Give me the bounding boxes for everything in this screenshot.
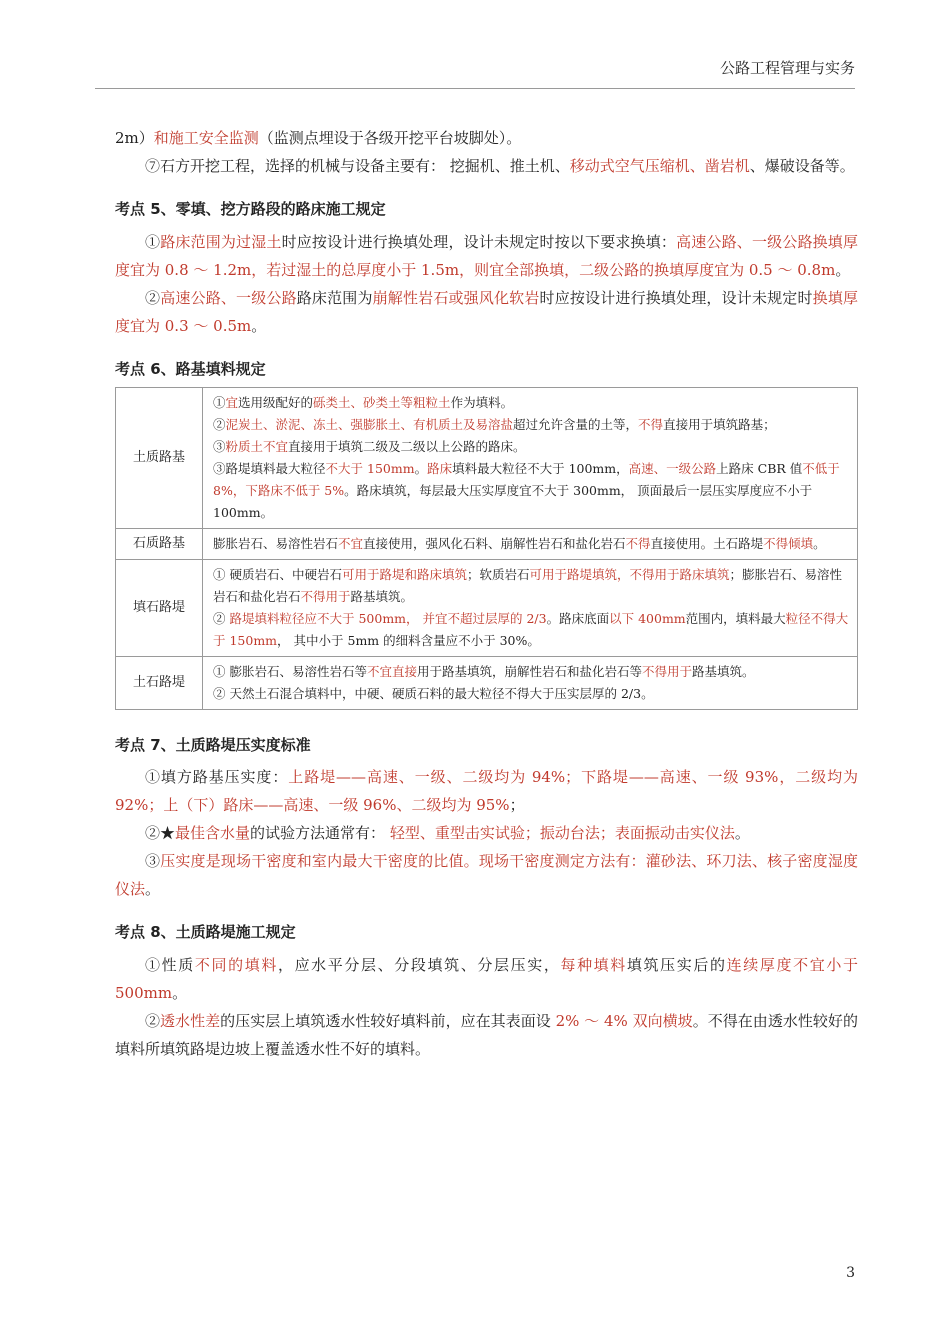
text-run: 时应按设计进行换填处理，设计未规定时 <box>539 289 813 307</box>
text-run: 选用级配好的 <box>238 395 314 410</box>
row-content <box>203 388 858 529</box>
text-run: 、爆破设备等。 <box>749 157 855 175</box>
text-run: ； <box>509 796 525 814</box>
section-8-title: 考点 8、土质路堤施工规定 <box>115 923 296 941</box>
section-7-title: 考点 7、土质路堤压实度标准 <box>115 736 311 754</box>
row-label: 填石路堤 <box>116 560 203 657</box>
text-run: 。 <box>172 984 188 1002</box>
text-run: ② <box>213 611 230 626</box>
text-run: 直接使用，强风化石料、崩解性岩石和盐化岩石 <box>363 536 626 551</box>
text-run: 路床范围为 <box>296 289 373 307</box>
highlight-text: 不宜 <box>338 536 364 551</box>
highlight-text: 连续厚度不宜小于 500mm <box>115 956 858 1002</box>
section-8-paragraph-1 <box>115 951 858 1007</box>
highlight-text: 和施工安全监测 <box>153 129 259 147</box>
text-run: 范围内，填料最大 <box>685 611 786 626</box>
text-run: 时应按设计进行换填处理，设计未规定时按以下要求换填： <box>281 233 677 251</box>
text-run: ②★ <box>145 824 176 842</box>
highlight-text: 轻型、重型击实试验；振动台法；表面振动击实仪法 <box>389 824 735 842</box>
section-6-title: 考点 6、路基填料规定 <box>115 360 266 378</box>
row-content <box>203 529 858 560</box>
highlight-text: 不得倾填 <box>763 536 814 551</box>
text-run: 。 <box>813 536 826 551</box>
text-run: 。不得在由透水性较好的填料所填筑路堤边坡上覆盖透水性不好的填料。 <box>115 1012 858 1058</box>
highlight-text: 换填厚度宜为 0.3 ～ 0.5m <box>115 289 858 335</box>
highlight-text: 宜 <box>225 395 239 410</box>
text-run: ；膨胀岩石、易溶性岩石和盐化岩石 <box>213 567 843 604</box>
text-run: ② <box>145 289 161 307</box>
text-run: 作为填料。 <box>450 395 514 410</box>
table-row <box>116 388 858 529</box>
highlight-text: 不同的填料 <box>194 956 278 974</box>
section-5-title: 考点 5、零填、挖方路段的路床施工规定 <box>115 200 386 218</box>
text-run: ① <box>213 395 226 410</box>
text-run: ；软质岩石 <box>467 567 530 582</box>
row-line <box>213 414 851 436</box>
text-run: ① 硬质岩石、中硬岩石 <box>213 567 342 582</box>
highlight-text: 以下 400mm <box>609 611 686 626</box>
highlight-text: 砾类土、砂类土等粗粒土 <box>313 395 451 410</box>
highlight-text: 不得 <box>638 417 664 432</box>
highlight-text: 不得用于 <box>642 664 693 679</box>
highlight-text: 粉质土不宜 <box>225 439 289 454</box>
section-7-paragraph-3 <box>115 847 858 903</box>
row-line <box>213 564 851 608</box>
intro-paragraph-1 <box>115 124 858 152</box>
text-run: 上路床 CBR 值 <box>716 461 803 476</box>
section-5-paragraph-1 <box>115 228 858 284</box>
text-run: ①性质 <box>145 956 195 974</box>
text-run: ， 其中小于 5mm 的细料含量应不小于 30%。 <box>277 633 540 648</box>
intro-paragraph-2 <box>115 152 858 180</box>
highlight-text: 不大于 150mm <box>325 461 415 476</box>
text-run: 填筑压实后的 <box>626 956 727 974</box>
row-label: 土质路基 <box>116 388 203 529</box>
text-run: 。 <box>734 824 750 842</box>
row-label: 土石路堤 <box>116 657 203 710</box>
highlight-text: 路床 <box>427 461 453 476</box>
text-run: 超过允许含量的土等， <box>513 417 639 432</box>
highlight-text: 每种填料 <box>560 956 627 974</box>
text-run: 直接用于填筑二级及二级以上公路的路床。 <box>288 439 526 454</box>
text-run: ① 膨胀岩石、易溶性岩石等 <box>213 664 367 679</box>
highlight-text: 可用于路堤和路床填筑 <box>341 567 467 582</box>
highlight-text: 移动式空气压缩机、凿岩机 <box>569 157 750 175</box>
text-run: 的压实层上填筑透水性较好填料前，应在其表面设 <box>220 1012 556 1030</box>
row-content <box>203 560 858 657</box>
text-run: ③路堤填料最大粒径 <box>213 461 326 476</box>
text-run: ①填方路基压实度： <box>145 768 289 786</box>
highlight-text: 压实度是现场干密度和室内最大干密度的比值。现场干密度测定方法有：灌砂法、环刀法、核子密度湿度仪法 <box>115 852 858 898</box>
table-row <box>116 560 858 657</box>
text-run: 膨胀岩石、易溶性岩石 <box>213 536 339 551</box>
highlight-text: 上路堤——高速、一级、二级均为 94%；下路堤——高速、一级 93%，二级均为 92%；上（下）路床——高速、一级 96%、二级均为 95% <box>115 768 858 814</box>
row-line <box>213 458 851 524</box>
highlight-text: 高速公路、一级公路 <box>160 289 297 307</box>
text-run: 的试验方法通常有： <box>250 824 390 842</box>
text-run: 。 <box>251 317 267 335</box>
highlight-text: 崩解性岩石或强风化软岩 <box>372 289 540 307</box>
highlight-text: 不得用于 <box>300 589 351 604</box>
header-title: 公路工程管理与实务 <box>719 59 855 77</box>
highlight-text: 路堤填料粒径应不大于 500mm， 并宜不超过层厚的 2/3 <box>229 611 547 626</box>
section-8-paragraph-2 <box>115 1007 858 1063</box>
text-run: ① <box>145 233 161 251</box>
row-line <box>213 683 851 705</box>
text-run: 路基填筑。 <box>692 664 755 679</box>
text-run: 直接使用。土石路堤 <box>650 536 764 551</box>
table-row <box>116 657 858 710</box>
page-content <box>115 124 858 1063</box>
row-label: 石质路基 <box>116 529 203 560</box>
table-row <box>116 529 858 560</box>
section-7-paragraph-1 <box>115 763 858 819</box>
highlight-text: 泥炭土、淤泥、冻土、强膨胀土、有机质土及易溶盐 <box>225 417 514 432</box>
text-run: ③ <box>213 439 226 454</box>
text-run: 填料最大粒径不大于 100mm， <box>452 461 629 476</box>
page-number: 3 <box>846 1265 855 1281</box>
text-run: 2m） <box>115 129 154 147</box>
text-run: 。路床填筑，每层最大压实厚度宜不大于 300mm， 顶面最后一层压实厚度应不小于 100mm。 <box>213 483 813 520</box>
text-run: 。 <box>414 461 428 476</box>
page-header <box>0 0 950 90</box>
text-run: 路基填筑。 <box>350 589 414 604</box>
text-run: ② 天然土石混合填料中，中硬、硬质石料的最大粒径不得大于压实层厚的 2/3。 <box>213 686 654 701</box>
highlight-text: 不宜直接 <box>366 664 417 679</box>
highlight-text: 2% ～ 4% 双向横坡 <box>555 1012 693 1030</box>
highlight-text: 不得 <box>625 536 651 551</box>
fill-material-table <box>115 387 858 710</box>
text-run: （监测点埋设于各级开挖平台坡脚处）。 <box>258 129 522 147</box>
text-run: 。路床底面 <box>546 611 610 626</box>
text-run: ② <box>213 417 226 432</box>
row-line <box>213 392 851 414</box>
highlight-text: 不低于 8%，下路床不低于 5% <box>213 461 840 498</box>
row-line <box>213 608 851 652</box>
text-run: ③ <box>145 852 161 870</box>
row-content <box>203 657 858 710</box>
highlight-text: 可用于路堤填筑，不得用于路床填筑 <box>529 567 730 582</box>
section-5-paragraph-2 <box>115 284 858 340</box>
row-line <box>213 661 851 683</box>
section-7-paragraph-2 <box>115 819 858 847</box>
text-run: ② <box>145 1012 161 1030</box>
text-run: ，应水平分层、分段填筑、分层压实， <box>277 956 561 974</box>
row-line <box>213 436 851 458</box>
text-run: 。 <box>145 880 161 898</box>
text-run: ⑦石方开挖工程，选择的机械与设备主要有： 挖掘机、推土机、 <box>145 157 570 175</box>
text-run: 用于路基填筑，崩解性岩石和盐化岩石等 <box>417 664 643 679</box>
text-run: 直接用于填筑路基； <box>663 417 776 432</box>
highlight-text: 路床范围为过湿土 <box>160 233 282 251</box>
highlight-text: 粒径不得大于 150mm <box>213 611 849 648</box>
header-divider <box>95 88 855 89</box>
highlight-text: 高速、一级公路 <box>628 461 717 476</box>
highlight-text: 高速公路、一级公路换填厚度宜为 0.8 ～ 1.2m，若过湿土的总厚度小于 1.5m，则宜全部换填，二级公路的换填厚度宜为 0.5 ～ 0.8m <box>115 233 858 279</box>
highlight-text: 透水性差 <box>160 1012 221 1030</box>
row-line <box>213 533 851 555</box>
text-run: 。 <box>835 261 851 279</box>
highlight-text: 最佳含水量 <box>175 824 251 842</box>
